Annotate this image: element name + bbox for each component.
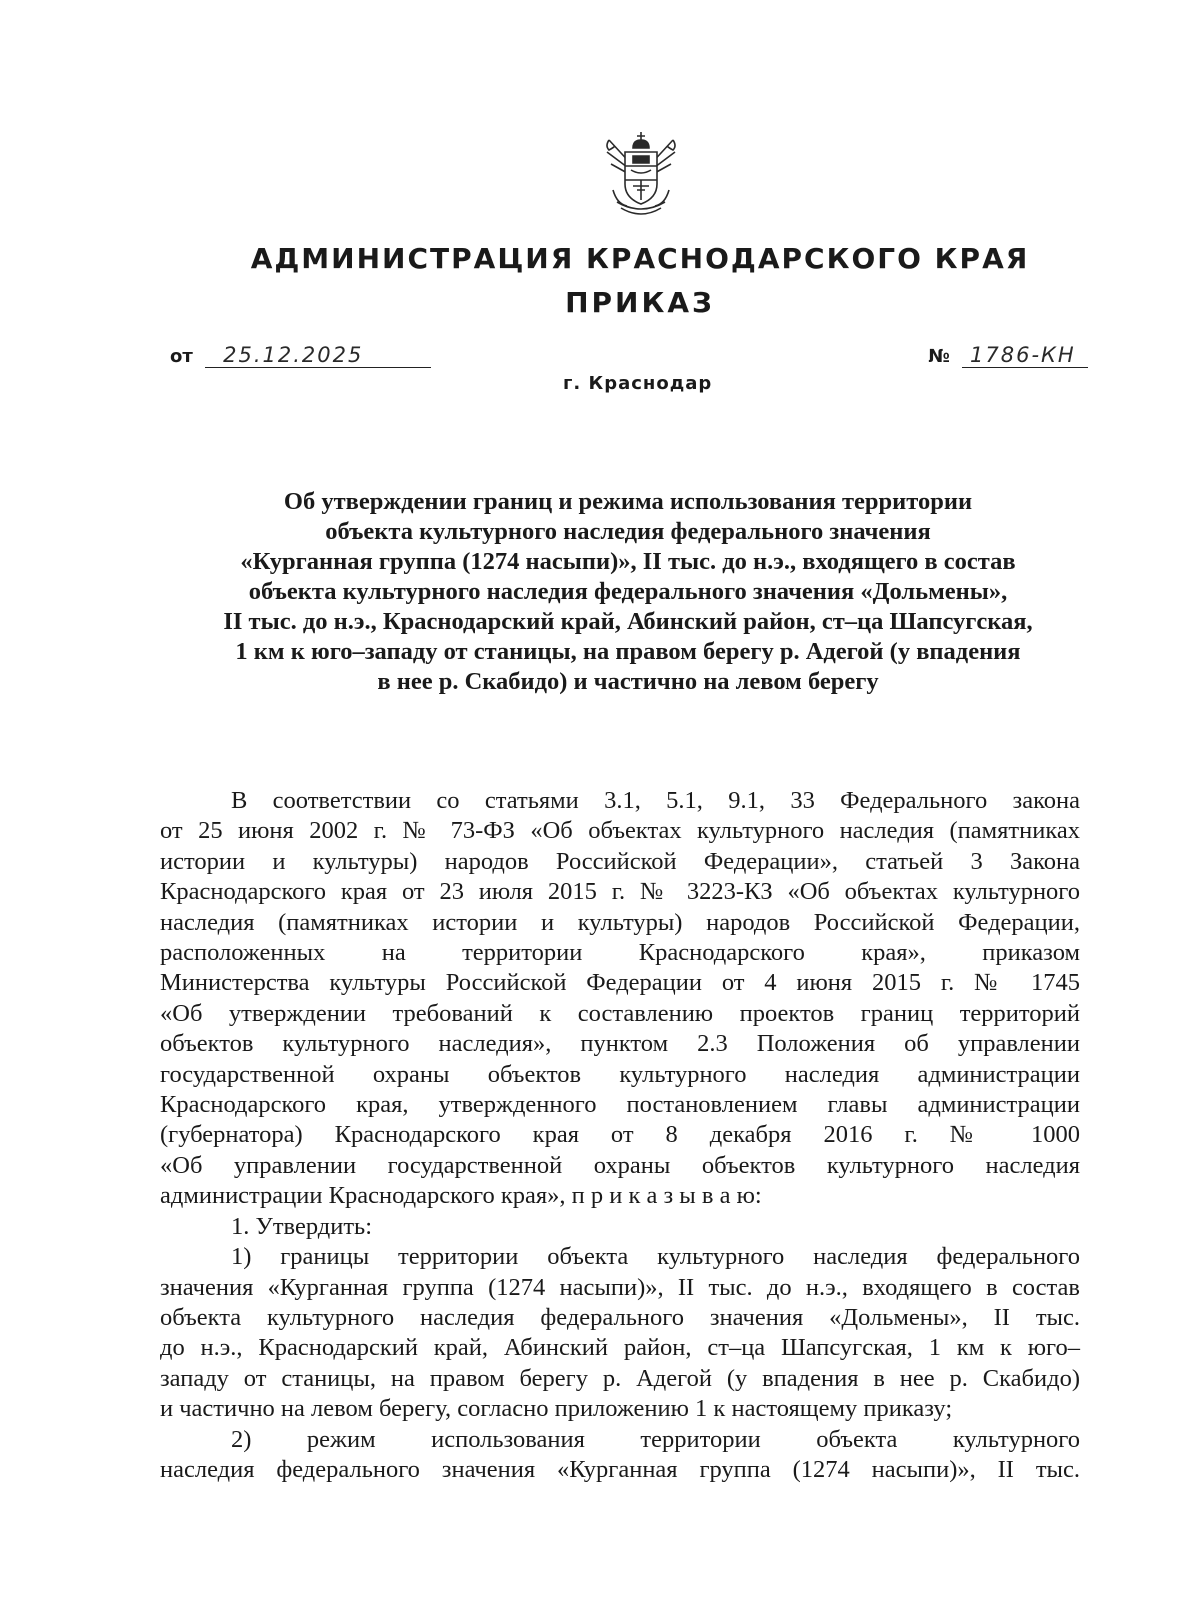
body-line: западу от станицы, на правом берегу р. Адегой (у впадения в нее р. Скабидо): [160, 1364, 1080, 1392]
body-line: до н.э., Краснодарский край, Абинский район, ст–ца Шапсугская, 1 км к юго–: [160, 1334, 1080, 1362]
document-subject: [160, 487, 1096, 697]
body-line: истории и культуры) народов Российской Федерации», статьей 3 Закона: [160, 847, 1080, 875]
organization-title: АДМИНИСТРАЦИЯ КРАСНОДАРСКОГО КРАЯ: [250, 242, 1030, 275]
number-field: [928, 343, 1088, 368]
subject-line: объекта культурного наследия федерального значения: [325, 518, 931, 545]
city: г. Краснодар: [563, 373, 713, 394]
body-line: администрации Краснодарского края», п р и к а з ы в а ю:: [160, 1182, 762, 1210]
body-line: значения «Курганная группа (1274 насыпи)», II тыс. до н.э., входящего в состав: [160, 1273, 1080, 1301]
document-type: ПРИКАЗ: [565, 286, 715, 319]
body-line: и частично на левом берегу, согласно приложению 1 к настоящему приказу;: [160, 1395, 953, 1423]
handwritten-date: 25.12.2025: [205, 343, 431, 368]
body-line: объектов культурного наследия», пунктом 2.3 Положения об управлении: [160, 1030, 1080, 1058]
body-line: 2) режим использования территории объекта культурного: [231, 1425, 1080, 1453]
body-line: Министерства культуры Российской Федерации от 4 июня 2015 г. № 1745: [160, 969, 1080, 997]
body-line: от 25 июня 2002 г. № 73-ФЗ «Об объектах культурного наследия (памятниках: [160, 817, 1080, 845]
document-body: [160, 786, 1080, 1485]
body-line: объекта культурного наследия федерального значения «Дольмены», II тыс.: [160, 1303, 1080, 1331]
body-line: «Об управлении государственной охраны объектов культурного наследия: [160, 1151, 1080, 1179]
body-line: наследия федерального значения «Курганная группа (1274 насыпи)», II тыс.: [160, 1455, 1080, 1483]
coat-of-arms-icon: [603, 130, 679, 216]
body-line: Краснодарского края от 23 июля 2015 г. № 3223-КЗ «Об объектах культурного: [160, 878, 1080, 906]
subject-line: объекта культурного наследия федерального значения «Дольмены»,: [248, 578, 1008, 605]
body-line: 1. Утвердить:: [231, 1212, 373, 1240]
subject-line: 1 км к юго–западу от станицы, на правом берегу р. Адегой (у впадения: [235, 638, 1021, 665]
body-line: Краснодарского края, утвержденного постановлением главы администрации: [160, 1091, 1080, 1119]
body-line: (губернатора) Краснодарского края от 8 декабря 2016 г. № 1000: [160, 1121, 1080, 1149]
body-line: 1) границы территории объекта культурного наследия федерального: [231, 1243, 1080, 1271]
body-line: государственной охраны объектов культурного наследия администрации: [160, 1060, 1080, 1088]
body-line: наследия (памятниках истории и культуры) народов Российской Федерации,: [160, 908, 1080, 936]
subject-line: в нее р. Скабидо) и частично на левом берегу: [377, 668, 879, 695]
body-line: В соответствии со статьями 3.1, 5.1, 9.1, 33 Федерального закона: [231, 787, 1080, 814]
date-field: [170, 343, 431, 368]
body-line: «Об утверждении требований к составлению проектов границ территорий: [160, 999, 1080, 1027]
body-line: расположенных на территории Краснодарского края», приказом: [160, 939, 1080, 967]
number-prefix: №: [928, 346, 950, 367]
subject-line: II тыс. до н.э., Краснодарский край, Абинский район, ст–ца Шапсугская,: [223, 608, 1033, 635]
handwritten-number: 1786-КН: [962, 343, 1088, 368]
subject-line: Об утверждении границ и режима использования территории: [283, 488, 973, 515]
subject-line: «Курганная группа (1274 насыпи)», II тыс. до н.э., входящего в состав: [240, 548, 1016, 575]
date-prefix: от: [170, 346, 193, 367]
